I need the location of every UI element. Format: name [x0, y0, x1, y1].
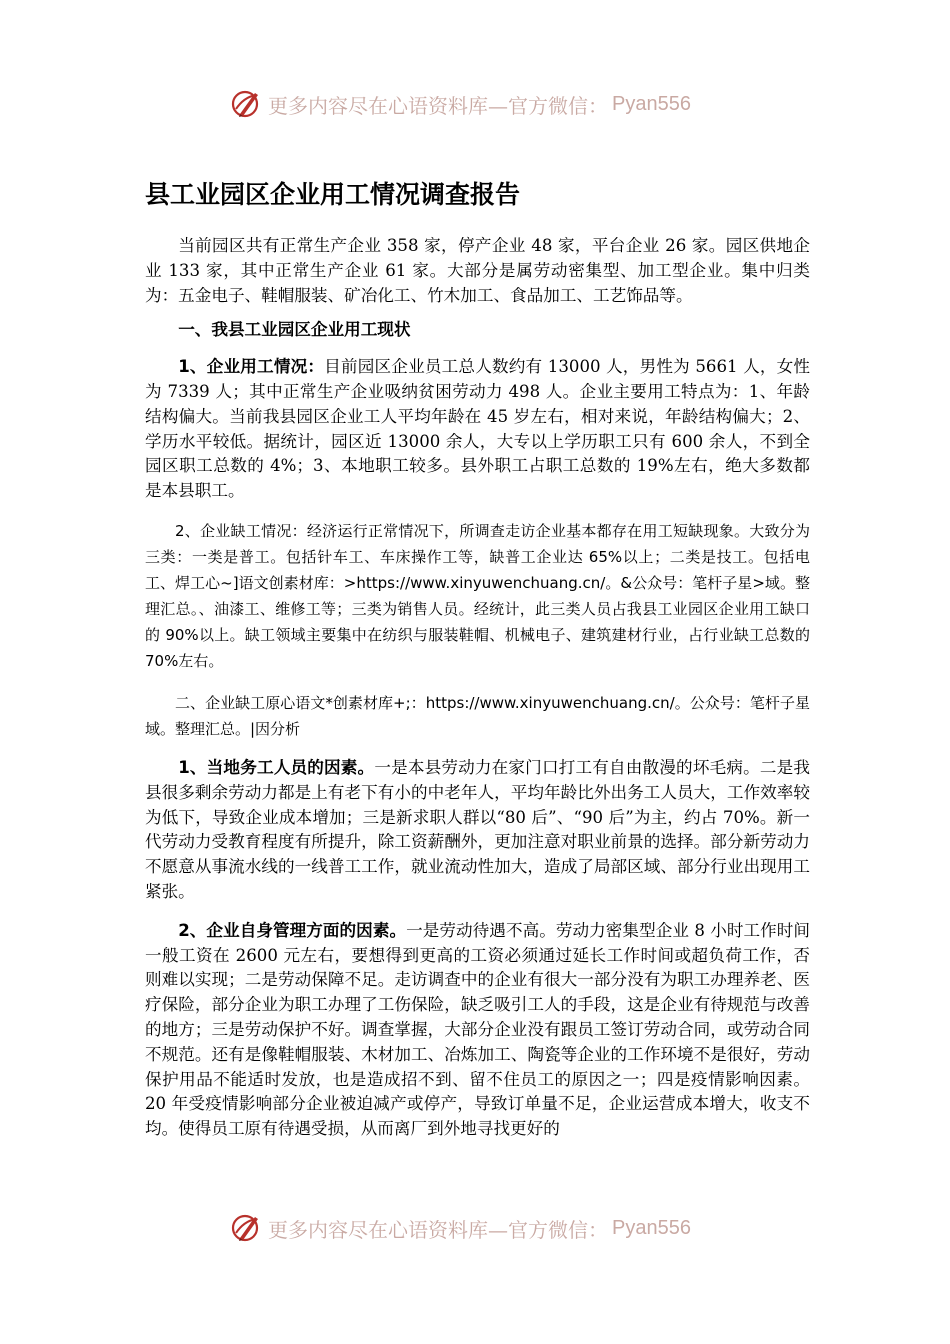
enterprise-management-lead: 2、企业自身管理方面的因素。 [178, 920, 407, 940]
document-body [145, 178, 810, 1142]
banner-text: 更多内容尽在心语资料库—官方微信： [268, 1217, 608, 1242]
section-2-heading: 二、企业缺工原心语文*创素材库+;：https://www.xinyuwenchuang.cn/。公众号：笔杆子星域。整理汇总。|因分析 [145, 693, 810, 738]
banner-wechat-id: Pyan556 [612, 1216, 691, 1239]
employment-situation-body: 目前园区企业员工总人数约有 13000 人，男性为 5661 人，女性为 7339 人；其中正常生产企业吸纳贫困劳动力 498 人。企业主要用工特点为：1、年龄结构偏大。当前我县园区企业工人平均年龄在 45 岁左右，相对来说，年龄结构偏大；2、学历水平较低。据统计，园区近 13000 余人，大专以上学历职工只有 600 余人，不到全园区职工总数的 4%；3、本地职工较多。县外职工占职工总数的 19%左右，绝大多数都是本县职工。 [145, 357, 811, 501]
enterprise-management-paragraph [145, 919, 810, 1142]
pen-swirl-logo-icon [230, 87, 264, 121]
footer-banner [230, 1208, 691, 1248]
document-title: 县工业园区企业用工情况调查报告 [145, 180, 521, 209]
local-workers-body: 一是本县劳动力在家门口打工有自由散漫的坏毛病。二是我县很多剩余劳动力都是上有老下有小的中老年人，平均年龄比外出务工人员大，工作效率较为低下，导致企业成本增加；三是新求职人群以“80 后”、“90 后”为主，约占 70%。新一代劳动力受教育程度有所提升，除工资薪酬外，更加注意对职业前景的选择。部分新劳动力不愿意从事流水线的一线普工工作，就业流动性加大，造成了局部区域、部分行业出现用工紧张。 [145, 757, 811, 901]
local-workers-paragraph [145, 756, 810, 905]
employment-situation-paragraph [145, 355, 810, 504]
employment-situation-lead: 1、企业用工情况： [178, 357, 325, 377]
labor-shortage-paragraph: 2、企业缺工情况：经济运行正常情况下，所调查走访企业基本都存在用工短缺现象。大致分为三类：一类是普工。包括针车工、车床操作工等，缺普工企业达 65%以上；二类是技工。包括电工、焊工心~]语文创素材库：>https://www.xinyuwenchuang.cn/。&公众号：笔杆子星>域。整理汇总。、油漆工、维修工等；三类为销售人员。经统计，此三类人员占我县工业园区企业用工缺口的 90%以上。缺工领域主要集中在纺织与服装鞋帽、机械电子、建筑建材行业，占行业缺工总数的 70%左右。 [145, 521, 810, 670]
local-workers-lead: 1、当地务工人员的因素。 [178, 757, 375, 777]
header-banner [230, 84, 691, 124]
enterprise-management-body: 一是劳动待遇不高。劳动力密集型企业 8 小时工作时间一般工资在 2600 元左右，要想得到更高的工资必须通过延长工作时间或超负荷工作，否则难以实现；二是劳动保障不足。走访调查中的企业有很大一部分没有为职工办理养老、医疗保险，部分企业为职工办理了工伤保险，缺乏吸引工人的手段，这是企业有待规范与改善的地方；三是劳动保护不好。调查掌握，大部分企业没有跟员工签订劳动合同，或劳动合同不规范。还有是像鞋帽服装、木材加工、冶炼加工、陶瓷等企业的工作环境不是很好，劳动保护用品不能适时发放，也是造成招不到、留不住员工的原因之一；四是疫情影响因素。20 年受疫情影响部分企业被迫减产或停产，导致订单量不足，企业运营成本增大，收支不均。使得员工原有待遇受损，从而离厂到外地寻找更好的 [145, 920, 810, 1139]
intro-paragraph: 当前园区共有正常生产企业 358 家，停产企业 48 家，平台企业 26 家。园区供地企业 133 家，其中正常生产企业 61 家。大部分是属劳动密集型、加工型企业。集中归类为：五金电子、鞋帽服装、矿冶化工、竹木加工、食品加工、工艺饰品等。 [145, 236, 810, 305]
pen-swirl-logo-icon [230, 1211, 264, 1245]
banner-text: 更多内容尽在心语资料库—官方微信： [268, 93, 608, 118]
section-1-heading: 一、我县工业园区企业用工现状 [178, 320, 411, 340]
banner-wechat-id: Pyan556 [612, 92, 691, 115]
